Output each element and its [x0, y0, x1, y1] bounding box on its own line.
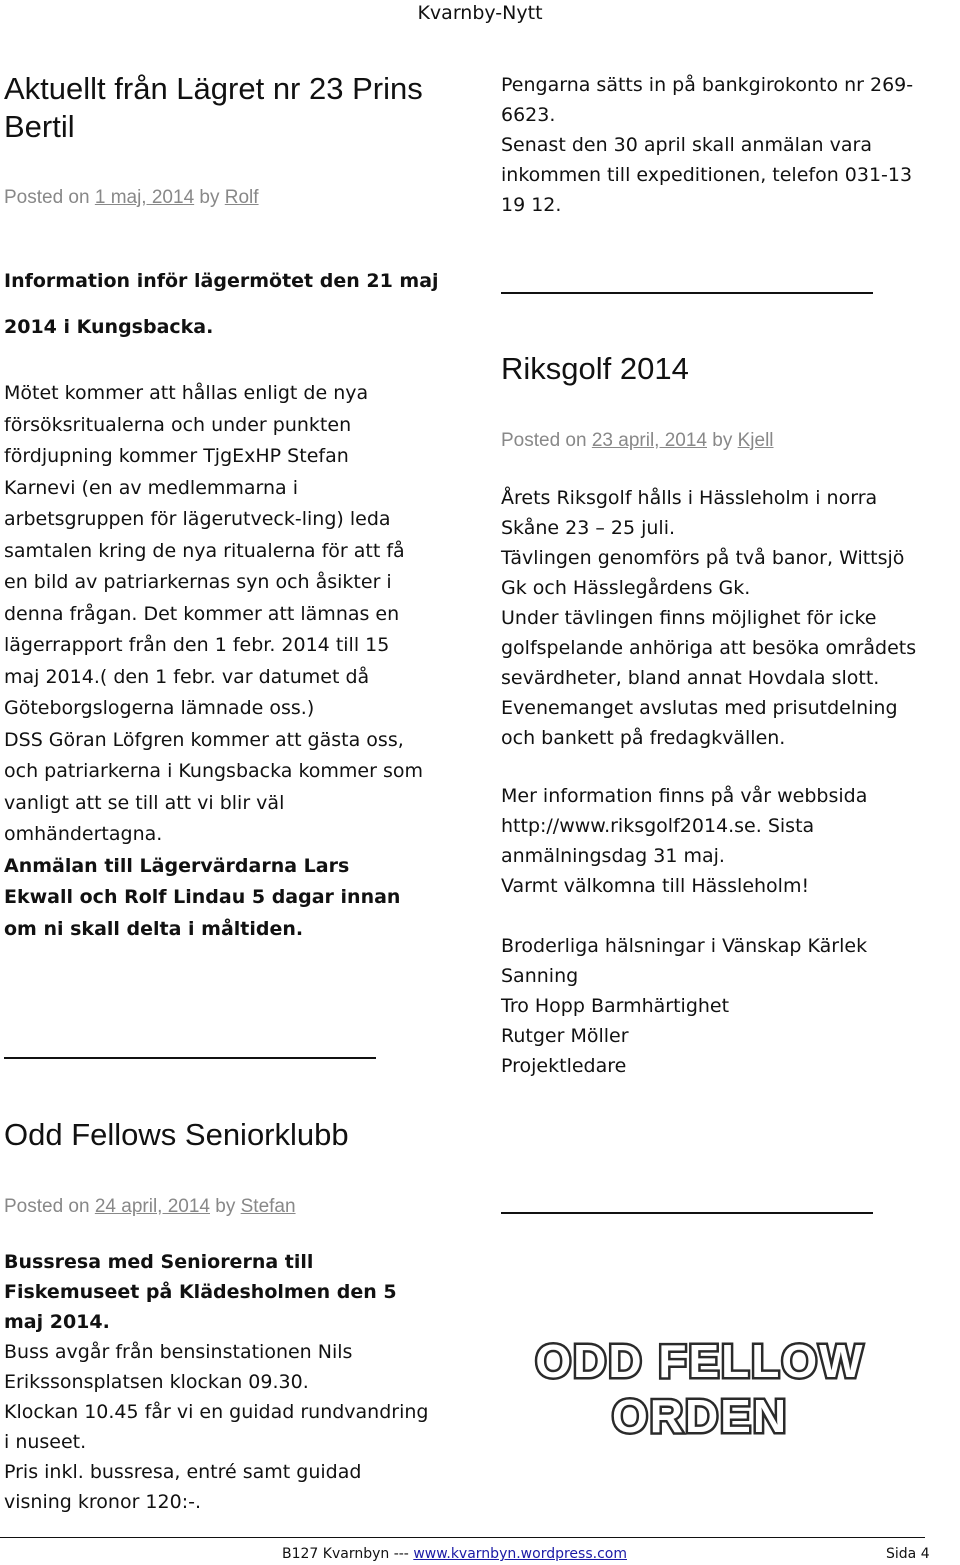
author-link[interactable]: Kjell [737, 430, 774, 451]
article-lead [4, 258, 444, 350]
signature-motto: Tro Hopp Barmhärtighet [501, 995, 730, 1017]
bold-lead: Bussresa med Seniorerna till Fiskemuseet på Klädesholmen den 5 maj 2014. [4, 1251, 397, 1333]
posted-date-link[interactable]: 23 april, 2014 [591, 430, 707, 451]
body-line-2: Klockan 10.45 får vi en guidad rundvandring i nuseet. [4, 1401, 429, 1453]
footer-left [282, 1545, 627, 1563]
lead-line-1: Information inför lägermötet den 21 maj [4, 270, 439, 292]
section-divider [4, 1057, 376, 1059]
golf-p3: Under tävlingen finns möjlighet för icke golfspelande anhöriga att besöka områdets sevärdheter, bland annat Hovdala slott. [501, 607, 917, 689]
golf-p4: Evenemanget avslutas med prisutdelning och bankett på fredagkvällen. [501, 697, 898, 749]
golf-p1: Årets Riksgolf hålls i Hässleholm i norra Skåne 23 – 25 juli. [501, 487, 878, 539]
odd-fellow-orden-logo [515, 1332, 885, 1442]
article-title-seniorklubb: Odd Fellows Seniorklubb [4, 1117, 349, 1152]
lead-line-2: 2014 i Kungsbacka. [4, 316, 214, 338]
body-paragraph-2: DSS Göran Löfgren kommer att gästa oss, och patriarkerna i Kungsbacka kommer som vanligt att se till att vi blir väl omhändertagna. [4, 728, 423, 845]
golf-p5: Mer information finns på vår webbsida http://www.riksgolf2014.se. Sista anmälningsdag 31 maj. [501, 785, 868, 867]
article-body-seniorklubb [4, 1247, 434, 1517]
article-meta-lagret [4, 186, 444, 210]
logo-line-1: ODD FELLOW [535, 1335, 865, 1387]
bold-notice: Anmälan till Lägervärdarna Lars Ekwall och Rolf Lindau 5 dagar innan om ni skall delta i måltiden. [4, 854, 401, 940]
article-meta-seniorklubb [4, 1195, 444, 1219]
posted-prefix: Posted on [4, 1196, 95, 1217]
golf-p2: Tävlingen genomförs på två banor, Wittsjö Gk och Hässlegårdens Gk. [501, 547, 905, 599]
footer-divider [0, 1537, 925, 1538]
posted-prefix: Posted on [4, 187, 95, 208]
article-title-lagret: Aktuellt från Lägret nr 23 Prins Bertil [4, 71, 423, 144]
article-meta-riksgolf [501, 429, 941, 453]
author-link[interactable]: Rolf [224, 187, 259, 208]
posted-by: by [707, 430, 738, 451]
article-body-riksgolf [501, 483, 921, 1081]
article-body-lagret [4, 378, 424, 945]
signature-name: Rutger Möller [501, 1025, 629, 1047]
bank-info: Pengarna sätts in på bankgirokonto nr 269-6623. [501, 74, 914, 126]
posted-date-link[interactable]: 24 april, 2014 [94, 1196, 210, 1217]
body-paragraph: Mötet kommer att hållas enligt de nya försöksritualerna och under punkten fördjupning kommer TjgExHP Stefan Karnevi (en av medlemmarna i arbetsgruppen för lägerutveck-ling) leda samtalen kring de nya ritualerna för att få en bild av patriarkernas syn och åsikter i denna frågan. Det kommer att lämnas en lägerrapport från den 1 febr. 2014 till 15 maj 2014.( den 1 febr. var datumet då Göteborgslogerna lämnade oss.) [4, 382, 405, 719]
body-line-3: Pris inkl. bussresa, entré samt guidad visning kronor 120:-. [4, 1461, 362, 1513]
signature-greeting: Broderliga hälsningar i Vänskap Kärlek Sanning [501, 935, 868, 987]
body-line-1: Buss avgår från bensinstationen Nils Erikssonsplatsen klockan 09.30. [4, 1341, 353, 1393]
footer-link[interactable]: www.kvarnbyn.wordpress.com [413, 1546, 627, 1562]
page-header-title: Kvarnby-Nytt [417, 2, 543, 24]
article-title-riksgolf: Riksgolf 2014 [501, 351, 689, 386]
page-number: Sida 4 [886, 1546, 930, 1562]
footer-text: B127 Kvarnbyn --- [282, 1546, 414, 1562]
posted-by: by [194, 187, 225, 208]
deadline-info: Senast den 30 april skall anmälan vara inkommen till expeditionen, telefon 031-13 19 12. [501, 134, 913, 216]
section-divider [501, 1212, 873, 1214]
logo-line-2: ORDEN [611, 1390, 789, 1442]
signature-role: Projektledare [501, 1055, 627, 1077]
posted-prefix: Posted on [501, 430, 592, 451]
right-top-text [501, 70, 921, 220]
author-link[interactable]: Stefan [240, 1196, 296, 1217]
logo-graphic [515, 1332, 885, 1442]
section-divider [501, 292, 873, 294]
posted-by: by [210, 1196, 241, 1217]
posted-date-link[interactable]: 1 maj, 2014 [94, 187, 195, 208]
golf-p6: Varmt välkomna till Hässleholm! [501, 875, 810, 897]
